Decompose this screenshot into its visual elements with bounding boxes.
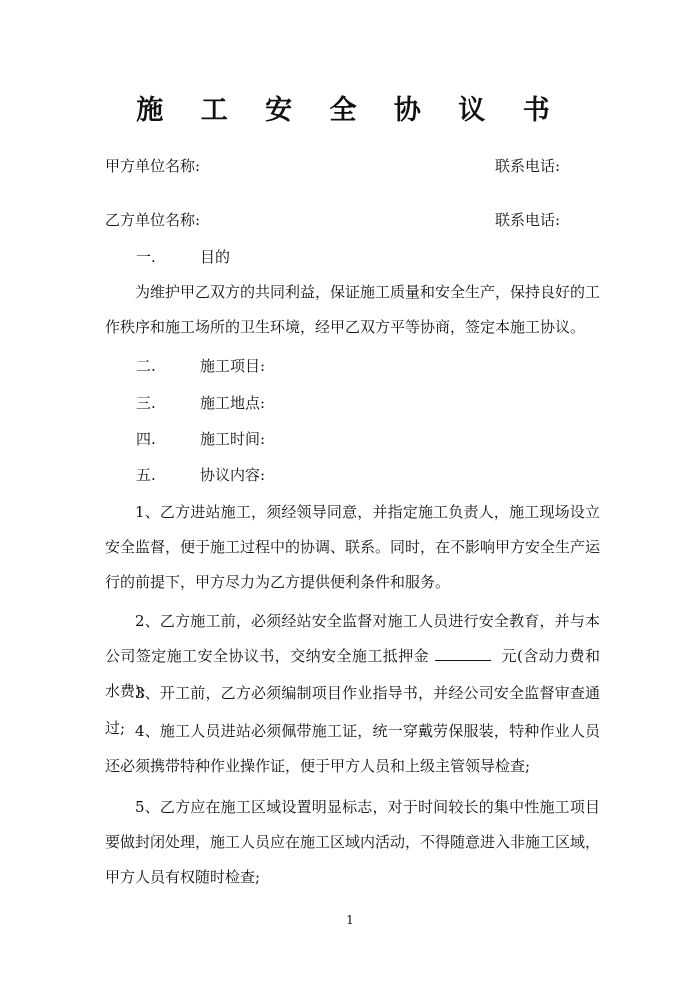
section-4-number: 四. bbox=[136, 430, 156, 448]
party-a-phone-label: 联系电话: bbox=[495, 157, 561, 175]
clause-2-suffix: 元(含动力费和水费); bbox=[105, 647, 600, 700]
section-5-label: 协议内容: bbox=[200, 466, 266, 484]
section-5-number: 五. bbox=[136, 466, 156, 484]
clause-2-text: 2、乙方施工前，必须经站安全监督对施工人员进行安全教育，并与本公司签定施工安全协议书，交纳安全施工抵押金 bbox=[105, 612, 600, 665]
section-3-number: 三. bbox=[136, 394, 156, 412]
section-2-number: 二. bbox=[136, 357, 156, 375]
clause-4-paragraph: 4、施工人员进站必须佩带施工证，统一穿戴劳保服装，特种作业人员还必须携带特种作业操作证，便于甲方人员和上级主管领导检查; bbox=[105, 722, 600, 775]
section-1-label: 目的 bbox=[200, 248, 231, 266]
section-4-label: 施工时间: bbox=[200, 430, 266, 448]
party-a-label: 甲方单位名称: bbox=[105, 157, 201, 175]
clause-1-paragraph: 1、乙方进站施工，须经领导同意，并指定施工负责人，施工现场设立安全监督，便于施工过程中的协调、联系。同时，在不影响甲方安全生产运行的前提下，甲方尽力为乙方提供便利条件和服务。 bbox=[105, 503, 601, 591]
party-b-label: 乙方单位名称: bbox=[105, 211, 201, 229]
section-1-number: 一. bbox=[136, 248, 156, 266]
purpose-paragraph: 为维护甲乙双方的共同利益，保证施工质量和安全生产，保持良好的工作秩序和施工场所的卫生环境，经甲乙双方平等协商，签定本施工协议。 bbox=[105, 283, 601, 336]
document-title: 施 工 安 全 协 议 书 bbox=[136, 95, 564, 126]
clause-3-paragraph: 3、开工前，乙方必须编制项目作业指导书，并经公司安全监督审查通过; bbox=[105, 684, 600, 737]
section-2-label: 施工项目: bbox=[200, 357, 266, 375]
page-number: 1 bbox=[346, 913, 354, 927]
clause-5-paragraph: 5、乙方应在施工区域设置明显标志，对于时间较长的集中性施工项目要做封闭处理，施工人员应在施工区域内活动，不得随意进入非施工区域，甲方人员有权随时检查; bbox=[105, 798, 601, 886]
deposit-amount-blank bbox=[435, 646, 491, 661]
section-3-label: 施工地点: bbox=[200, 394, 266, 412]
party-b-phone-label: 联系电话: bbox=[495, 211, 561, 229]
